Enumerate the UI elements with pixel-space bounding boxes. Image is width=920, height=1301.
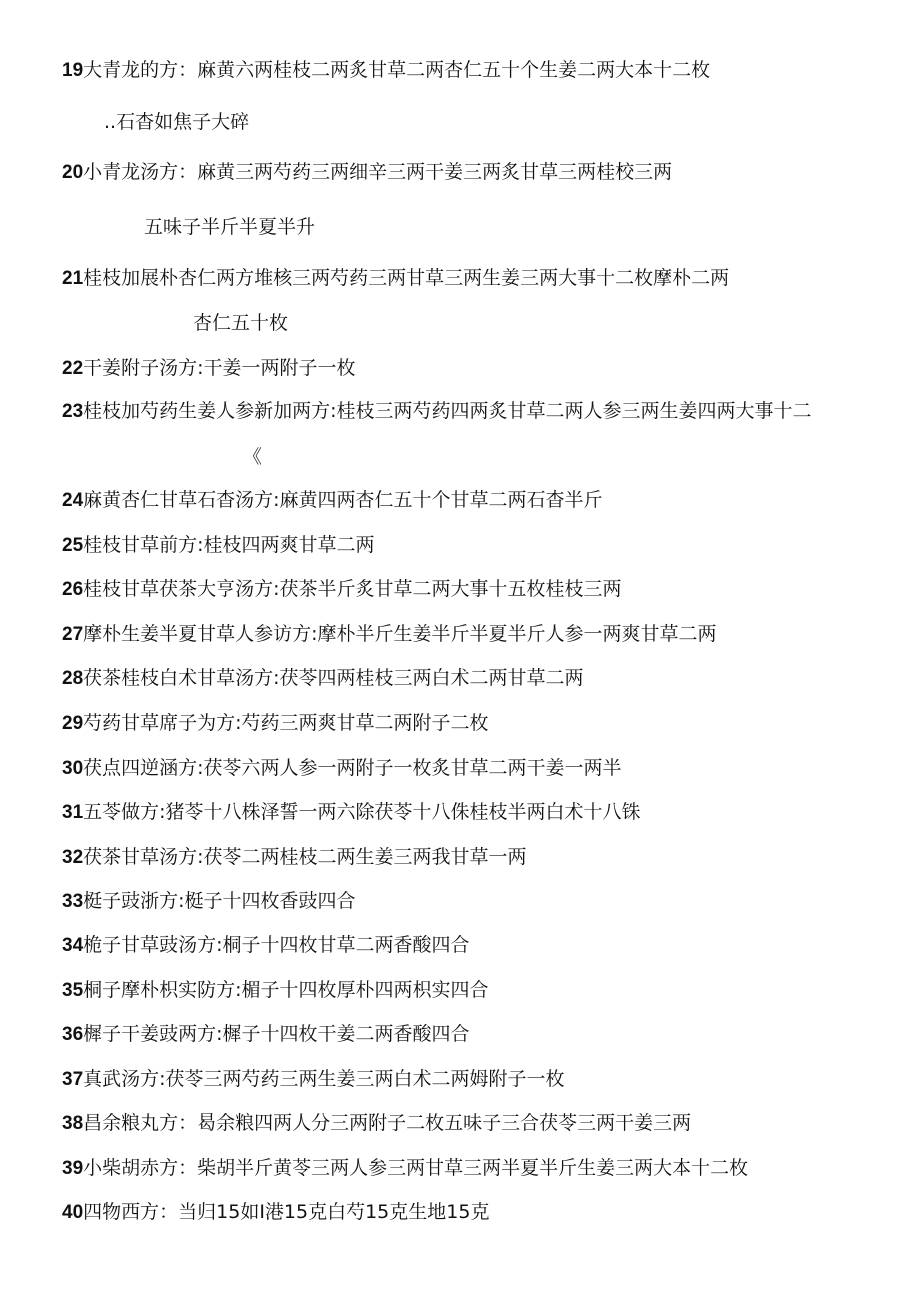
entry-35	[62, 978, 489, 1003]
entry-19	[62, 58, 710, 83]
entry-number: 31	[62, 802, 84, 823]
entry-number: 40	[62, 1202, 84, 1223]
entry-text: 樨子干姜豉两方:樨子十四枚干姜二两香酸四合	[83, 1023, 470, 1045]
entry-number: 27	[62, 624, 84, 645]
entry-37	[62, 1067, 565, 1092]
entry-26	[62, 577, 622, 602]
entry-38	[62, 1111, 691, 1136]
entry-number: 35	[62, 980, 84, 1001]
entry-25	[62, 533, 375, 558]
entry-number: 33	[62, 891, 84, 912]
entry-text: 小青龙汤方：麻黄三两芍药三两细辛三两干姜三两炙甘草三两桂校三两	[83, 161, 673, 183]
entry-text: 小柴胡赤方：柴胡半斤黄苓三两人参三两甘草三两半夏半斤生姜三两大本十二枚	[83, 1157, 749, 1179]
entry-text: 麻黄杏仁甘草石杳汤方:麻黄四两杏仁五十个甘草二两石杳半斤	[83, 489, 603, 511]
entry-text: 《	[243, 446, 263, 468]
entry-number: 21	[62, 268, 84, 289]
entry-23	[62, 399, 812, 424]
entry-text: 桂枝甘草前方:桂枝四两爽甘草二两	[83, 534, 375, 556]
entry-31	[62, 800, 641, 825]
entry-number: 34	[62, 935, 84, 956]
entry-number: 23	[62, 401, 84, 422]
entry-28	[62, 666, 584, 691]
entry-text: 五苓做方:猪苓十八株泽誓一两六除茯苓十八侏桂枝半两白术十八铢	[83, 801, 641, 823]
entry-36	[62, 1022, 470, 1047]
entry-32	[62, 845, 527, 870]
entry-number: 28	[62, 668, 84, 689]
entry-23-continuation	[243, 445, 262, 469]
entry-text: 摩朴生姜半夏甘草人参访方:摩朴半斤生姜半斤半夏半斤人参一两爽甘草二两	[83, 623, 717, 645]
entry-text: ..石杳如焦子大碎	[104, 111, 250, 133]
entry-33	[62, 889, 356, 914]
entry-number: 32	[62, 847, 84, 868]
entry-text: 五味子半斤半夏半升	[144, 216, 316, 238]
entry-number: 37	[62, 1069, 84, 1090]
entry-text: 桂枝加展朴杏仁两方堆核三两芍药三两甘草三两生姜三两大事十二枚摩朴二两	[83, 267, 730, 289]
entry-text: 桂枝加芍药生姜人参新加两方:桂枝三两芍药四两炙甘草二两人参三两生姜四两大事十二	[83, 400, 812, 422]
entry-text: 桅子甘草豉汤方:桐子十四枚甘草二两香酸四合	[83, 934, 470, 956]
entry-text: 真武汤方:茯苓三两芍药三两生姜三两白术二两姆附子一枚	[83, 1068, 565, 1090]
entry-number: 29	[62, 713, 84, 734]
entry-number: 38	[62, 1113, 84, 1134]
entry-text: 杏仁五十枚	[193, 312, 289, 334]
entry-34	[62, 933, 470, 958]
entry-text: 四物西方：当归15如I港15克白芍15克生地15克	[83, 1201, 490, 1223]
entry-20-continuation	[144, 215, 315, 239]
entry-text: 茯点四逆涵方:茯苓六两人参一两附子一枚炙甘草二两干姜一两半	[83, 757, 622, 779]
entry-number: 19	[62, 60, 84, 81]
entry-text: 干姜附子汤方:干姜一两附子一枚	[83, 357, 356, 379]
entry-39	[62, 1156, 748, 1181]
entry-number: 24	[62, 490, 84, 511]
entry-29	[62, 711, 489, 736]
entry-text: 昌余粮丸方：曷余粮四两人分三两附子二枚五味子三合茯苓三两干姜三两	[83, 1112, 692, 1134]
entry-text: 桂枝甘草茯茶大亨汤方:茯茶半斤炙甘草二两大事十五枚桂枝三两	[83, 578, 622, 600]
entry-text: 芍药甘草席子为方:芍药三两爽甘草二两附子二枚	[83, 712, 489, 734]
entry-text: 大青龙的方：麻黄六两桂枝二两炙甘草二两杏仁五十个生姜二两大本十二枚	[83, 59, 711, 81]
entry-text: 茯茶桂枝白术甘草汤方:茯苓四两桂枝三两白术二两甘草二两	[83, 667, 584, 689]
entry-number: 25	[62, 535, 84, 556]
entry-number: 30	[62, 758, 84, 779]
entry-21	[62, 266, 729, 291]
entry-21-continuation	[193, 311, 288, 335]
entry-number: 20	[62, 162, 84, 183]
entry-text: 梃子豉浙方:梃子十四枚香豉四合	[83, 890, 356, 912]
entry-19-continuation	[104, 110, 249, 134]
entry-24	[62, 488, 603, 513]
entry-20	[62, 160, 672, 185]
entry-number: 39	[62, 1158, 84, 1179]
entry-30	[62, 756, 622, 781]
entry-22	[62, 356, 356, 381]
entry-text: 茯茶甘草汤方:茯苓二两桂枝二两生姜三两我甘草一两	[83, 846, 527, 868]
entry-40	[62, 1200, 489, 1225]
entry-27	[62, 622, 717, 647]
entry-number: 36	[62, 1024, 84, 1045]
entry-number: 26	[62, 579, 84, 600]
entry-text: 桐子摩朴枳实防方:楣子十四枚厚朴四两枳实四合	[83, 979, 489, 1001]
entry-number: 22	[62, 358, 84, 379]
